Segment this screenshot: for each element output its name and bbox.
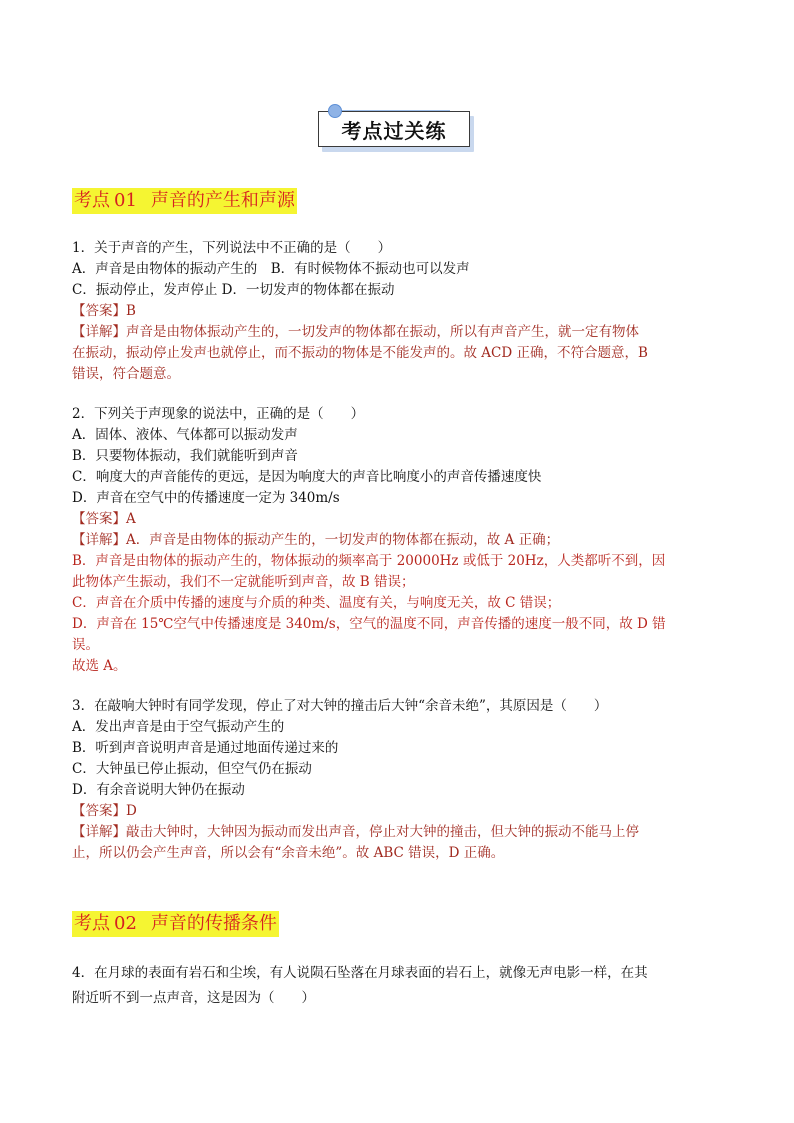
question-2-option-b: B．只要物体振动，我们就能听到声音 [72, 448, 298, 464]
question-3-explanation-line-2: 止，所以仍会产生声音，所以会有“余音未绝”。故 ABC 错误，D 正确。 [72, 845, 505, 861]
question-3-answer: 【答案】D [72, 803, 137, 819]
question-1-explanation-line-1: 【详解】声音是由物体振动产生的，一切发声的物体都在振动，所以有声音产生，就一定有物体 [72, 324, 639, 340]
question-1-options-ab: A．声音是由物体的振动产生的 B．有时候物体不振动也可以发声 [72, 261, 470, 277]
question-2-explanation-line-3: 此物体产生振动，我们不一定就能听到声音，故 B 错误； [72, 574, 415, 590]
question-3-option-a: A．发出声音是由于空气振动产生的 [72, 719, 285, 735]
section-heading-01 [72, 188, 297, 214]
question-1-explanation-line-2: 在振动，振动停止发声也就停止，而不振动的物体是不能发声的。故 ACD 正确，不符合题意，B [72, 345, 648, 361]
page-title: 考点过关练 [318, 111, 470, 147]
question-2-conclusion: 故选 A。 [72, 658, 127, 674]
section-name: 声音的传播条件 [150, 913, 277, 934]
question-3-stem: 3．在敲响大钟时有同学发现，停止了对大钟的撞击后大钟“余音未绝”，其原因是（ ） [72, 698, 608, 714]
section-prefix: 考点 [74, 190, 110, 211]
question-1-answer: 【答案】B [72, 303, 136, 319]
question-3-option-c: C．大钟虽已停止振动，但空气仍在振动 [72, 761, 312, 777]
question-2-explanation-line-4: C．声音在介质中传播的速度与介质的种类、温度有关，与响度无关，故 C 错误； [72, 595, 561, 611]
section-prefix: 考点 [74, 913, 110, 934]
question-4-stem-line-1: 4．在月球的表面有岩石和尘埃，有人说陨石坠落在月球表面的岩石上，就像无声电影一样，在其 [72, 965, 648, 981]
section-name: 声音的产生和声源 [150, 190, 295, 211]
question-2-explanation-line-6: 误。 [72, 637, 99, 653]
question-2-option-c: C．响度大的声音能传的更远，是因为响度大的声音比响度小的声音传播速度快 [72, 469, 542, 485]
question-1-stem: 1．关于声音的产生，下列说法中不正确的是（ ） [72, 240, 392, 256]
question-3-explanation-line-1: 【详解】敲击大钟时，大钟因为振动而发出声音，停止对大钟的撞击，但大钟的振动不能马上停 [72, 824, 639, 840]
question-2-explanation-line-2: B．声音是由物体的振动产生的，物体振动的频率高于 20000Hz 或低于 20Hz，人类都听不到，因 [72, 553, 666, 569]
question-1-options-cd: C．振动停止，发声停止 D．一切发声的物体都在振动 [72, 282, 395, 298]
question-2-answer: 【答案】A [72, 511, 136, 527]
section-number: 02 [114, 913, 137, 934]
question-2-explanation-line-5: D．声音在 15℃空气中传播速度是 340m/s，空气的温度不同，声音传播的速度一般不同，故 D 错 [72, 616, 666, 632]
question-2-stem: 2．下列关于声现象的说法中，正确的是（ ） [72, 406, 365, 422]
title-dot-icon [328, 104, 342, 118]
section-number: 01 [114, 190, 137, 211]
question-3-option-d: D．有余音说明大钟仍在振动 [72, 782, 245, 798]
question-2-option-d: D．声音在空气中的传播速度一定为 340m/s [72, 490, 340, 506]
question-4-stem-line-2: 附近听不到一点声音，这是因为（ ） [72, 990, 315, 1006]
question-1-explanation-line-3: 错误，符合题意。 [72, 366, 180, 382]
section-heading-02 [72, 911, 279, 937]
question-2-option-a: A．固体、液体、气体都可以振动发声 [72, 427, 298, 443]
question-2-explanation-line-1: 【详解】A．声音是由物体的振动产生的，一切发声的物体都在振动，故 A 正确； [72, 532, 560, 548]
question-3-option-b: B．听到声音说明声音是通过地面传递过来的 [72, 740, 339, 756]
